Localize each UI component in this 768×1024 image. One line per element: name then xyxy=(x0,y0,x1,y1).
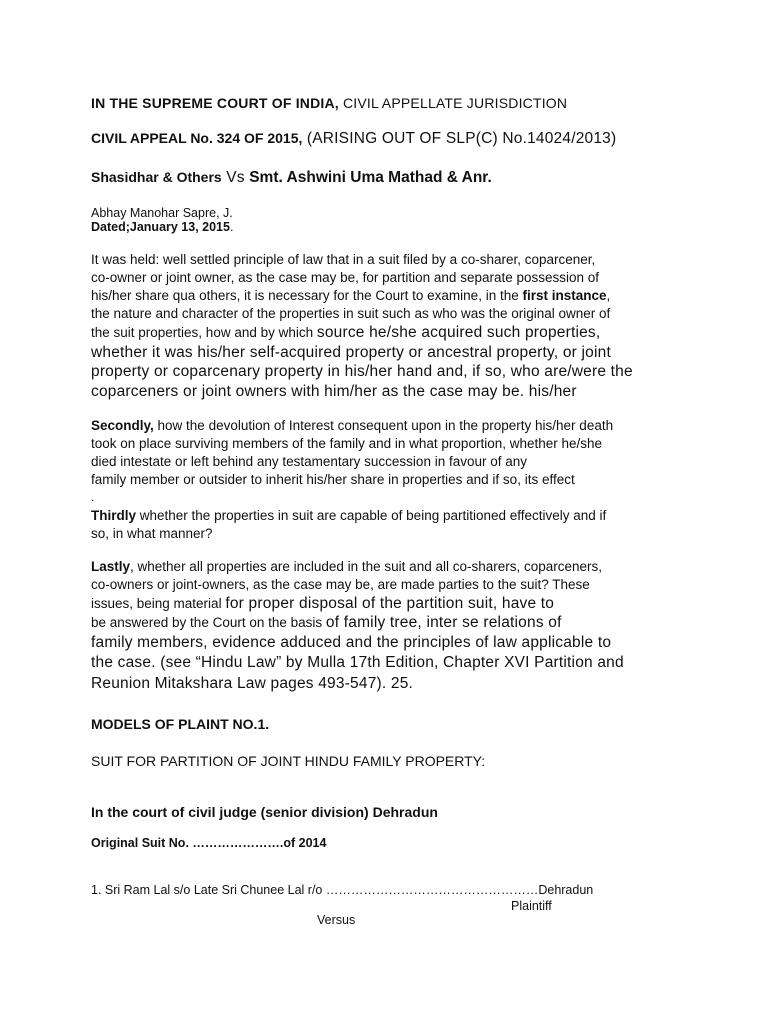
parties-heading xyxy=(91,168,492,187)
versus-text: Vs xyxy=(221,169,250,186)
para1-line2: co-owner or joint owner, as the case may be, for partition and separate possession of xyxy=(91,270,600,285)
versus-label: Versus xyxy=(317,913,356,927)
para1-line5-b: source he/she acquired such properties, xyxy=(316,324,601,341)
plaintiff-detail: 1. Sri Ram Lal s/o Late Sri Chunee Lal r/o ……………………………………………Dehradun xyxy=(91,883,594,897)
para4-line4 xyxy=(91,613,562,632)
secondly-label: Secondly, xyxy=(91,418,154,433)
first-instance: first instance xyxy=(522,288,607,303)
court-line: In the court of civil judge (senior division) Dehradun xyxy=(91,804,438,820)
models-title: MODELS OF PLAINT NO.1. xyxy=(91,716,270,732)
para1-line5-a: the suit properties, how and by which xyxy=(91,325,317,340)
respondent: Smt. Ashwini Uma Mathad & Anr. xyxy=(249,169,492,186)
para2-line5: . xyxy=(91,490,95,504)
judge-name: Abhay Manohar Sapre, J. xyxy=(91,206,233,220)
para1-line4: the nature and character of the properties in suit such as who was the original owner of xyxy=(91,306,611,321)
para1-line1: It was held: well settled principle of law that in a suit filed by a co-sharer, coparcener, xyxy=(91,252,596,267)
para1-line5 xyxy=(91,323,600,342)
para1-line3-c: , xyxy=(606,288,611,303)
date-text: Dated;January 13, 2015 xyxy=(91,220,230,234)
jurisdiction: CIVIL APPELLATE JURISDICTION xyxy=(338,95,568,111)
suit-heading: SUIT FOR PARTITION OF JOINT HINDU FAMILY PROPERTY: xyxy=(91,753,486,769)
para4-line7: Reunion Mitakshara Law pages 493-547). 25. xyxy=(91,675,414,692)
slp-number: (ARISING OUT OF SLP(C) No.14024/2013) xyxy=(302,130,617,147)
para4-line3-a: issues, being material xyxy=(91,596,226,611)
para1-line6: whether it was his/her self-acquired property or ancestral property, or joint xyxy=(91,344,611,361)
para2-line1-text: how the devolution of Interest consequent upon in the property his/her death xyxy=(153,418,614,433)
para4-line3-b: for proper disposal of the partition suit, have to xyxy=(225,595,555,612)
para1-line3 xyxy=(91,287,610,304)
para3-line2: so, in what manner? xyxy=(91,526,213,541)
para2-line3: died intestate or left behind any testamentary succession in favour of any xyxy=(91,454,528,469)
para4-line4-a: be answered by the Court on the basis xyxy=(91,615,326,630)
thirdly-label: Thirdly xyxy=(91,508,137,523)
appellant: Shasidhar & Others xyxy=(91,169,222,185)
para2-line4: family member or outsider to inherit his/her share in properties and if so, its effect xyxy=(91,472,575,487)
para1-line8: coparceners or joint owners with him/her as the case may be. his/her xyxy=(91,383,577,400)
para3-line1-text: whether the properties in suit are capable of being partitioned effectively and if xyxy=(136,508,607,523)
para4-line3 xyxy=(91,594,554,613)
court-name: IN THE SUPREME COURT OF INDIA, xyxy=(91,95,339,111)
para1-line3-a: his/her share qua others, it is necessary for the Court to examine, in the xyxy=(91,288,523,303)
plaintiff-label: Plaintiff xyxy=(511,899,552,913)
para3-line1 xyxy=(91,507,606,524)
para2-line1 xyxy=(91,417,613,434)
para4-line1-text: , whether all properties are included in the suit and all co-sharers, coparceners, xyxy=(130,559,603,574)
judgment-date xyxy=(91,220,233,235)
para1-line7: property or coparcenary property in his/her hand and, if so, who are/were the xyxy=(91,363,633,380)
para4-line4-b: of family tree, inter se relations of xyxy=(325,614,562,631)
para4-line2: co-owners or joint-owners, as the case may be, are made parties to the suit? These xyxy=(91,577,590,592)
para2-line2: took on place surviving members of the family and in what proportion, whether he/she xyxy=(91,436,603,451)
lastly-label: Lastly xyxy=(91,559,131,574)
date-period: . xyxy=(229,220,234,234)
appeal-heading xyxy=(91,129,616,148)
original-suit-number: Original Suit No. ………………….of 2014 xyxy=(91,836,327,850)
para4-line1 xyxy=(91,558,602,575)
para4-line6: the case. (see “Hindu Law” by Mulla 17th Edition, Chapter XVI Partition and xyxy=(91,654,624,671)
appeal-number: CIVIL APPEAL No. 324 OF 2015, xyxy=(91,130,303,146)
court-heading xyxy=(91,94,567,113)
para4-line5: family members, evidence adduced and the principles of law applicable to xyxy=(91,634,612,651)
